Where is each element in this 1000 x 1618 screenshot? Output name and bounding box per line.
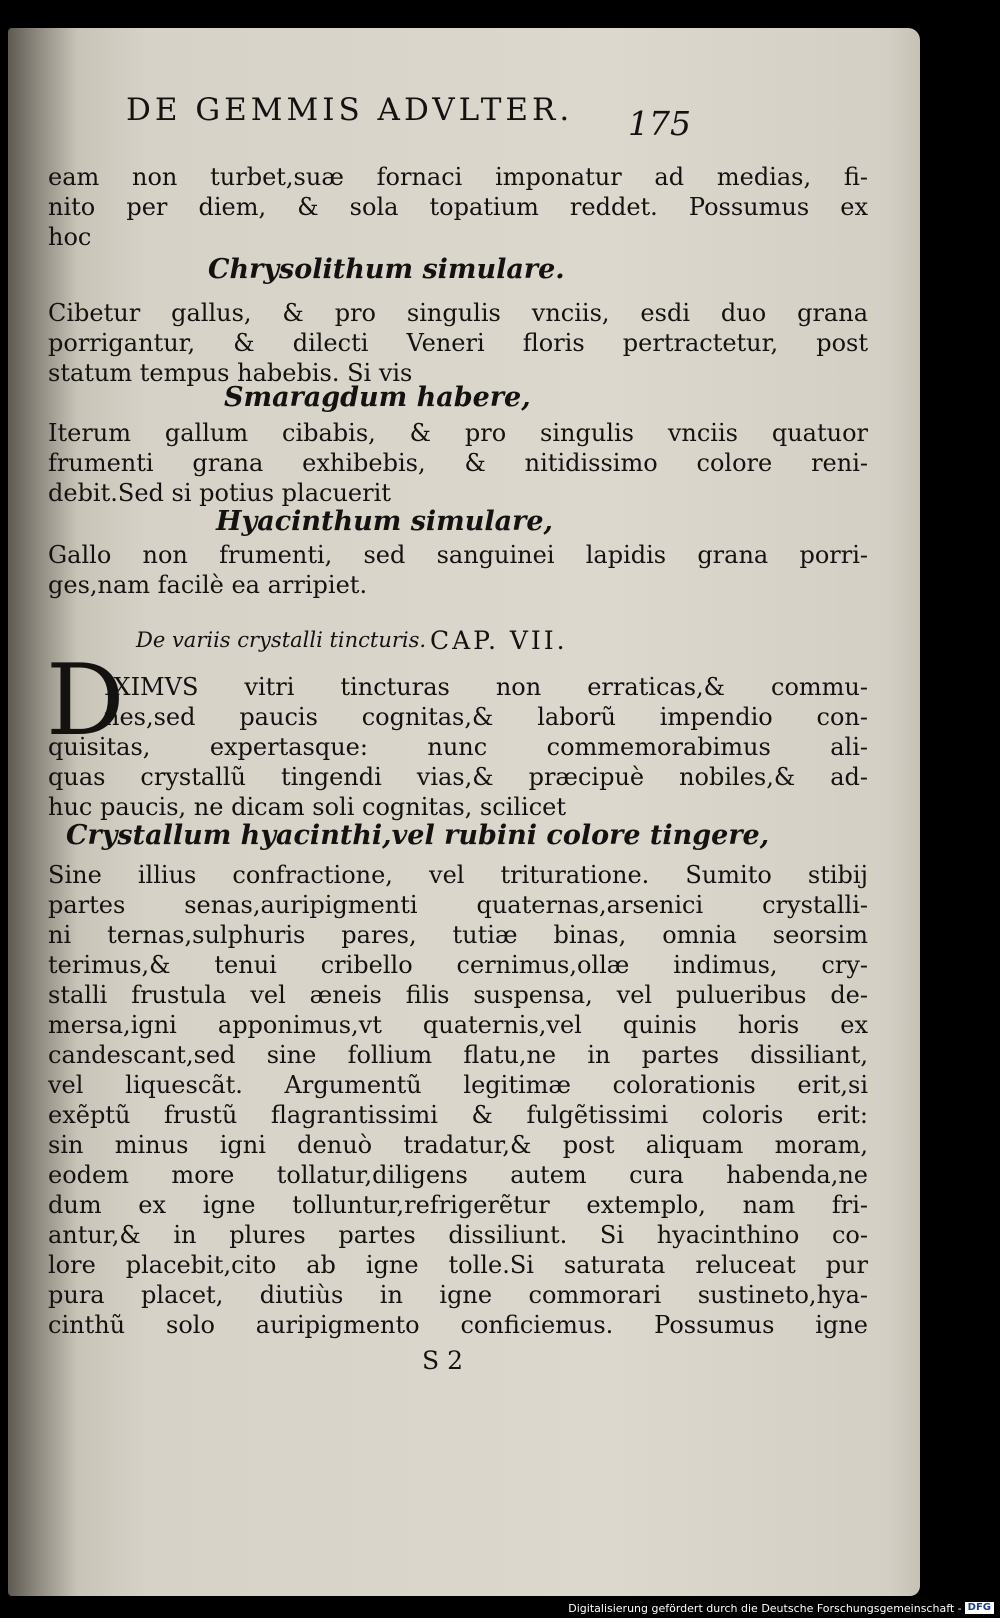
text-line: vel liquescãt. Argumentũ legitimæ colorationis erit,si (48, 1071, 868, 1099)
text-line: dum ex igne tolluntur,refrigerẽtur extemplo, nam fri- (48, 1191, 868, 1219)
chapter-number: CAP. VII. (430, 626, 568, 655)
paragraph-5 (48, 672, 868, 822)
text-line: debit.Sed si potius placuerit (48, 479, 391, 507)
digitization-footer (568, 1601, 994, 1615)
text-line: Iterum gallum cibabis, & pro singulis vnciis quatuor (48, 419, 868, 447)
text-line: hoc (48, 223, 92, 251)
paragraph-2 (48, 298, 868, 388)
footer-text: Digitalisierung gefördert durch die Deutsche Forschungsgemeinschaft - (568, 1601, 962, 1615)
paragraph-6 (48, 860, 868, 1340)
page-number: 175 (628, 104, 691, 143)
text-line: terimus,& tenui cribello cernimus,ollæ indimus, cry- (48, 951, 868, 979)
text-line: ni ternas,sulphuris pares, tutiæ binas, omnia seorsim (48, 921, 868, 949)
text-line: exẽptũ frustũ flagrantissimi & fulgẽtissimi coloris erit: (48, 1101, 868, 1129)
text-line: statum tempus habebis. Si vis (48, 359, 413, 387)
paragraph-4 (48, 540, 868, 600)
text-line: ges,nam facilè ea arripiet. (48, 571, 368, 599)
text-line: sin minus igni denuò tradatur,& post aliquam moram, (48, 1131, 868, 1159)
heading-crystallum: Crystallum hyacinthi,vel rubini colore tingere, (66, 820, 770, 851)
signature-mark: S 2 (422, 1346, 463, 1375)
chapter-title: De variis crystalli tincturis. (136, 628, 427, 652)
text-line: antur,& in plures partes dissiliunt. Si hyacinthino co- (48, 1221, 868, 1249)
text-line: eam non turbet,suæ fornaci imponatur ad medias, fi- (48, 163, 868, 191)
drop-cap: D (46, 644, 125, 758)
text-line: mersa,igni apponimus,vt quaternis,vel quinis horis ex (48, 1011, 868, 1039)
paragraph-1 (48, 162, 868, 252)
text-line: quisitas, expertasque: nunc commemorabimus ali- (48, 733, 868, 761)
text-line: porrigantur, & dilecti Veneri floris pertractetur, post (48, 329, 868, 357)
paragraph-3 (48, 418, 868, 508)
heading-chrysolithum: Chrysolithum simulare. (208, 254, 565, 285)
book-page (8, 28, 920, 1596)
heading-hyacinthum: Hyacinthum simulare, (216, 506, 553, 537)
text-line: nes,sed paucis cognitas,& laborũ impendio con- (104, 703, 868, 731)
text-line: Gallo non frumenti, sed sanguinei lapidis grana porri- (48, 541, 868, 569)
text-line: cinthũ solo auripigmento conficiemus. Possumus igne (48, 1311, 868, 1339)
text-line: frumenti grana exhibebis, & nitidissimo colore reni- (48, 449, 868, 477)
dfg-logo-icon: DFG (965, 1602, 994, 1614)
text-line: candescant,sed sine follium flatu,ne in partes dissiliant, (48, 1041, 868, 1069)
text-line: lore placebit,cito ab igne tolle.Si saturata reluceat pur (48, 1251, 868, 1279)
text-line: quas crystallũ tingendi vias,& præcipuè nobiles,& ad- (48, 763, 868, 791)
text-line: nito per diem, & sola topatium reddet. Possumus ex (48, 193, 868, 221)
text-line: huc paucis, ne dicam soli cognitas, scilicet (48, 793, 567, 821)
running-head: DE GEMMIS ADVLTER. (126, 92, 574, 128)
text-line: Sine illius confractione, vel trituratione. Sumito stibij (48, 861, 868, 889)
text-line: Cibetur gallus, & pro singulis vnciis, esdi duo grana (48, 299, 868, 327)
text-line: partes senas,auripigmenti quaternas,arsenici crystalli- (48, 891, 868, 919)
heading-smaragdum: Smaragdum habere, (224, 382, 531, 413)
text-line: eodem more tollatur,diligens autem cura habenda,ne (48, 1161, 868, 1189)
text-line: IXIMVS vitri tincturas non erraticas,& commu- (104, 673, 868, 701)
text-line: stalli frustula vel æneis filis suspensa, vel pulueribus de- (48, 981, 868, 1009)
text-line: pura placet, diutiùs in igne commorari sustineto,hya- (48, 1281, 868, 1309)
